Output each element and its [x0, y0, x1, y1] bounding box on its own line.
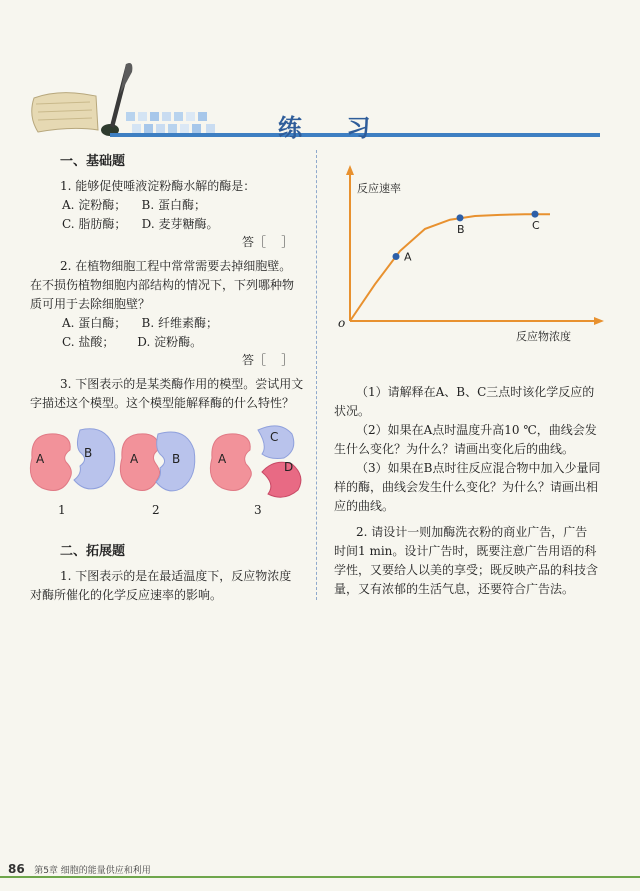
sub-q2-line2: 生什么变化？为什么？请画出变化后的曲线。	[334, 442, 575, 456]
rate-curve	[350, 214, 550, 321]
q3-line1: 3. 下图表示的是某类酶作用的模型。尝试用文	[60, 377, 304, 391]
model3-label-c: C	[270, 430, 279, 444]
point-a	[393, 253, 400, 260]
model1-label-a: A	[36, 452, 45, 466]
model1-enzyme-b	[74, 429, 115, 489]
q5-line1: 2. 请设计一则加酶洗衣粉的商业广告，广告	[356, 525, 588, 539]
point-label-a: A	[404, 250, 412, 264]
q4-line1: 1. 下图表示的是在最适温度下，反应物浓度	[60, 569, 292, 583]
model2-label-a: A	[130, 452, 139, 466]
model3-substrate-a	[210, 434, 251, 491]
chart-origin-label: o	[338, 316, 346, 330]
sub-q2-line1: （2）如果在A点时温度升高10 ℃，曲线会发	[356, 423, 597, 437]
q2-line3: 质可用于去除细胞壁？	[30, 297, 151, 311]
model3-label-d: D	[284, 460, 294, 474]
q3-line2: 字描述这个模型。这个模型能解释酶的什么特性？	[30, 396, 295, 410]
model-caption-1: 1	[58, 503, 66, 517]
model1-label-b: B	[84, 446, 93, 460]
q2-answer-blank: 答［ ］	[242, 353, 294, 367]
x-axis-arrow	[594, 317, 604, 325]
q1-options-cd: C. 脂肪酶； D. 麦芽糖酶。	[62, 217, 219, 231]
sub-q3-line1: （3）如果在B点时往反应混合物中加入少量同	[356, 461, 601, 475]
sub-q1-line2: 状况。	[334, 404, 371, 418]
q5-line2: 时间1 min。设计广告时，既要注意广告用语的科	[334, 544, 597, 558]
sub-q1-line1: （1）请解释在A、B、C三点时该化学反应的	[356, 385, 595, 399]
y-axis-arrow	[346, 165, 354, 175]
q2-line1: 2. 在植物细胞工程中常常需要去掉细胞壁。	[60, 259, 292, 273]
page-footer	[8, 862, 151, 876]
q1-options-ab: A. 淀粉酶； B. 蛋白酶；	[62, 198, 207, 212]
page-title: 练 习	[278, 113, 389, 142]
q4-line2: 对酶所催化的化学反应速率的影响。	[30, 588, 223, 602]
q1-answer-blank: 答［ ］	[242, 235, 294, 249]
page-number: 86	[8, 862, 25, 876]
model3-product-d	[262, 462, 301, 497]
model2-label-b: B	[172, 452, 181, 466]
q2-options-cd: C. 盐酸； D. 淀粉酶。	[62, 335, 203, 349]
footer-rule	[0, 876, 640, 878]
model3-label-a: A	[218, 452, 227, 466]
model2-substrate-a	[120, 434, 159, 491]
sub-q3-line3: 应的曲线。	[334, 499, 395, 513]
point-label-b: B	[457, 222, 465, 236]
model-caption-2: 2	[152, 503, 160, 517]
sub-q3-line2: 样的酶，曲线会发生什么变化？为什么？请画出相	[334, 480, 599, 494]
q1-stem: 1. 能够促使唾液淀粉酶水解的酶是：	[60, 179, 256, 193]
chart-x-axis-label: 反应物浓度	[516, 330, 571, 343]
model-caption-3: 3	[254, 503, 262, 517]
point-label-c: C	[532, 219, 540, 233]
column-divider	[316, 150, 317, 600]
point-c	[532, 211, 539, 218]
chapter-title: 第5章 细胞的能量供应和利用	[34, 866, 151, 876]
q5-line4: 量，又有浓郁的生活气息，还要符合广告法。	[334, 582, 575, 596]
section-heading-basic: 一、基础题	[60, 154, 126, 169]
q2-line2: 在不损伤植物细胞内部结构的情况下，下列哪种物	[30, 278, 295, 292]
q2-options-ab: A. 蛋白酶； B. 纤维素酶；	[62, 316, 219, 330]
q5-line3: 学性，又要给人以美的享受；既反映产品的科技含	[334, 563, 599, 577]
chart-y-axis-label: 反应速率	[357, 182, 401, 195]
point-b	[457, 214, 464, 221]
section-heading-extended: 二、拓展题	[60, 544, 126, 559]
